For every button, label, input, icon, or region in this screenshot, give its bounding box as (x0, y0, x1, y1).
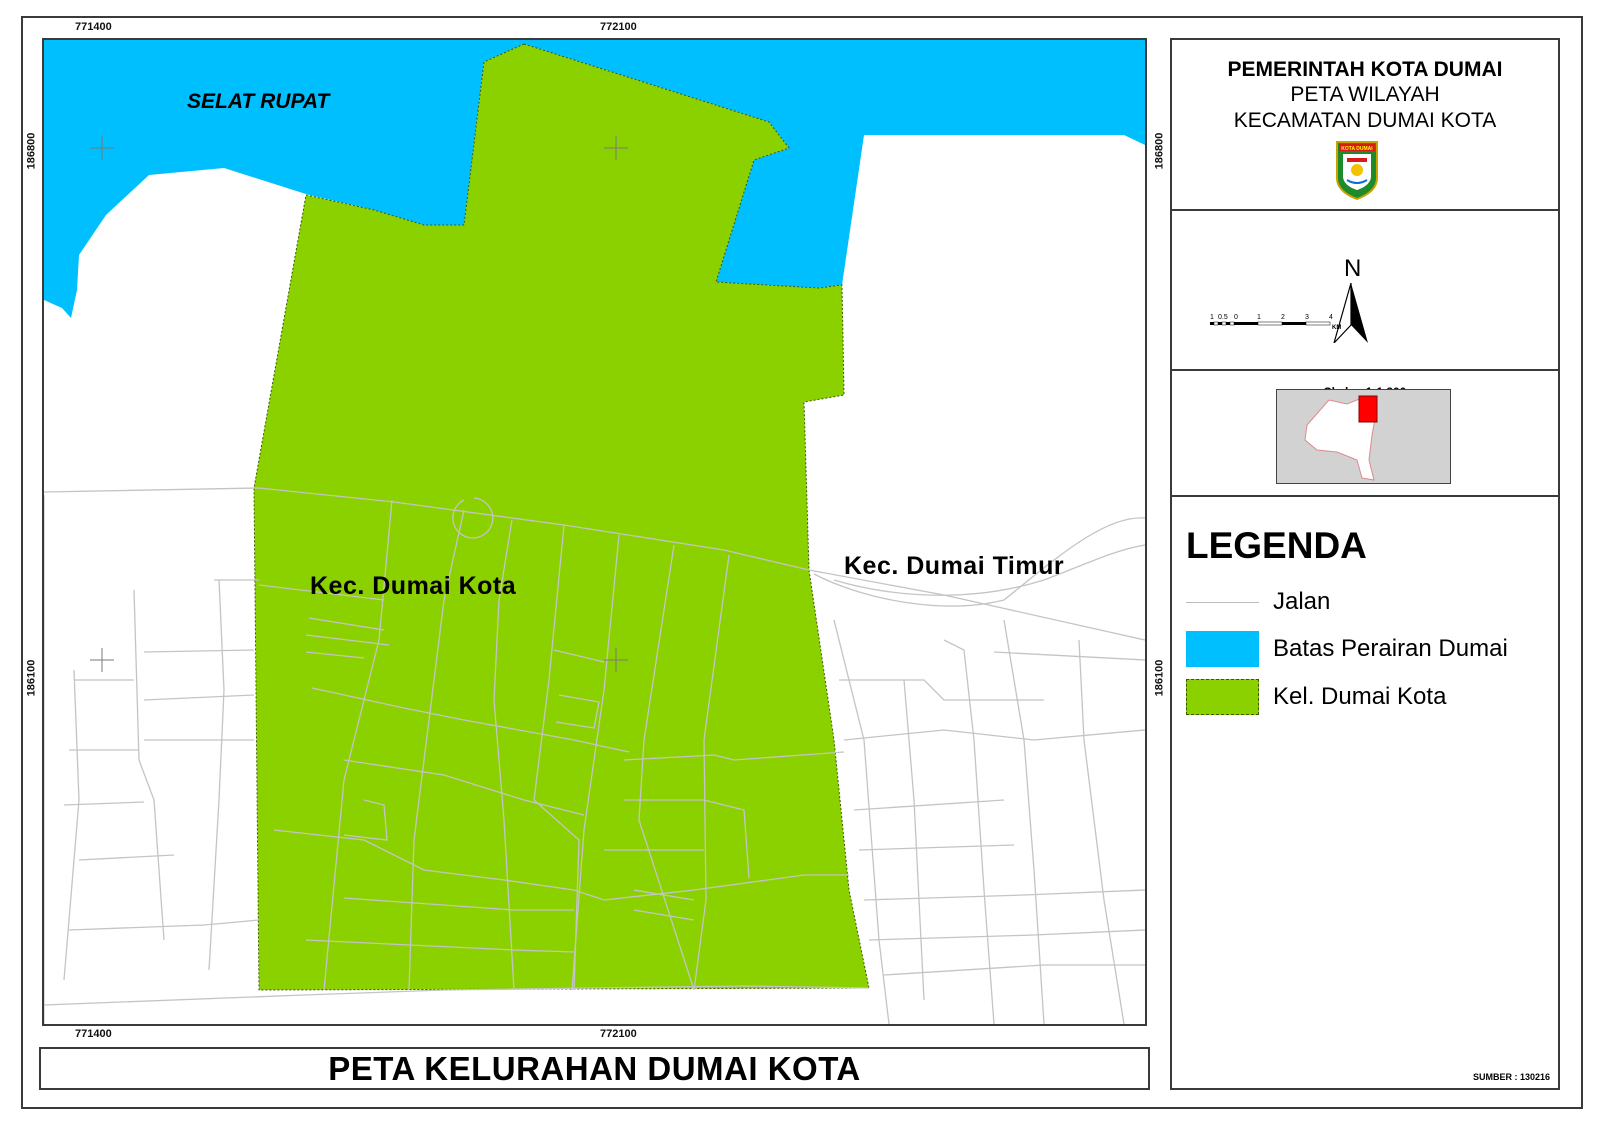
header-kecamatan: KECAMATAN DUMAI KOTA (1233, 109, 1497, 132)
map-title-box (39, 1047, 1150, 1090)
source-note: SUMBER : 130216 (1472, 1072, 1550, 1082)
scale-bar (1210, 312, 1370, 336)
district-label-dumai-kota: Kec. Dumai Kota (310, 572, 517, 600)
district-label-dumai-timur: Kec. Dumai Timur (844, 552, 1065, 580)
scale-tick: 0 (1234, 314, 1238, 321)
water-swatch-icon (1186, 631, 1259, 667)
map-title: PETA KELURAHAN DUMAI KOTA (328, 1049, 861, 1087)
scale-tick: 0.5 (1218, 314, 1228, 321)
kelurahan-swatch-icon (1186, 679, 1259, 715)
legend-panel (1170, 38, 1560, 1090)
y-tick-left-2: 186100 (25, 659, 38, 697)
scale-tick: 3 (1305, 314, 1309, 321)
svg-text:KOTA DUMAI: KOTA DUMAI (1341, 146, 1373, 152)
map-canvas[interactable] (44, 40, 1145, 1024)
legend-item-kelurahan (1186, 679, 1446, 715)
legend-item-road (1186, 588, 1330, 616)
scale-tick: 1 (1257, 314, 1261, 321)
scale-tick: 1 (1210, 314, 1214, 321)
x-tick-bottom-1: 771400 (75, 1028, 112, 1040)
legend-label-kelurahan: Kel. Dumai Kota (1273, 683, 1447, 710)
inset-map-canvas (1277, 390, 1451, 484)
x-tick-top-2: 772100 (600, 21, 637, 33)
map-frame[interactable] (42, 38, 1147, 1026)
x-tick-bottom-2: 772100 (600, 1028, 637, 1040)
legend-label-road: Jalan (1273, 588, 1331, 615)
legend-label-water: Batas Perairan Dumai (1273, 635, 1508, 662)
header-government: PEMERINTAH KOTA DUMAI (1227, 58, 1503, 81)
legend-title: LEGENDA (1186, 525, 1367, 566)
north-label: N (1344, 255, 1362, 282)
scale-tick: 2 (1281, 314, 1285, 321)
scale-unit: KM (1332, 325, 1342, 331)
scale-tick: 4 (1329, 314, 1333, 321)
x-tick-top-1: 771400 (75, 21, 112, 33)
y-tick-left-1: 186800 (25, 132, 38, 170)
inset-highlight (1359, 396, 1377, 422)
line-icon (1186, 592, 1259, 612)
water-label: SELAT RUPAT (187, 90, 330, 113)
y-tick-right-1: 186800 (1153, 132, 1166, 170)
legend-item-water (1186, 631, 1508, 667)
y-tick-right-2: 186100 (1153, 659, 1166, 697)
header-map-type: PETA WILAYAH (1290, 83, 1440, 106)
city-emblem-icon (1335, 140, 1379, 200)
inset-location-map[interactable] (1276, 389, 1451, 484)
